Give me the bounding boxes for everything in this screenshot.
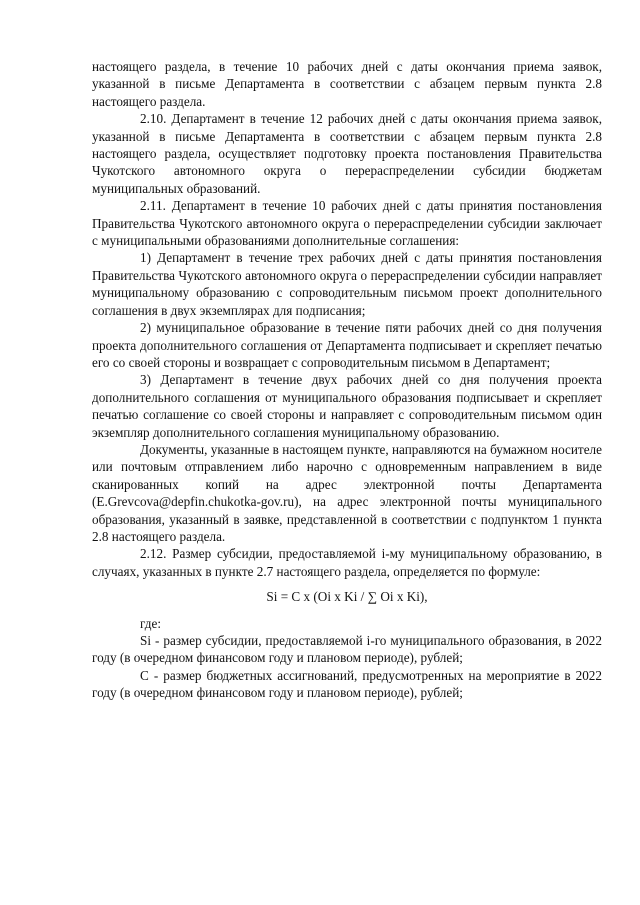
subsidy-formula: Si = C x (Oi x Ki / ∑ Oi x Ki),: [266, 589, 428, 605]
paragraph-2-11: 2.11. Департамент в течение 10 рабочих дней с даты принятия постановления Правительства Чукотского автономного округа о перераспределении субсидии заключает с муниципальными образованиями дополнительные соглашения:: [92, 198, 602, 249]
subitem-1: 1) Департамент в течение трех рабочих дней с даты принятия постановления Правительства Чукотского автономного округа о перераспределении субсидии направляет муниципальному образованию с сопроводительным письмом проект дополнительного соглашения в двух экземплярах для подписания;: [92, 250, 602, 318]
paragraph-documents: Документы, указанные в настоящем пункте, направляются на бумажном носителе или почтовым отправлением либо нарочно с одновременным направлением в виде сканированных копий на адрес электронной почты Департамента (E.Grevcova@depfin.chukotka-gov.ru), на адрес электронной почты муниципального образования, указанный в заявке, представленной в соответствии с подпунктом 1 пункта 2.8 настоящего раздела.: [92, 441, 602, 544]
formula-where: где:: [140, 615, 161, 631]
subitem-3: 3) Департамент в течение двух рабочих дней со дня получения проекта дополнительного соглашения от муниципального образования подписывает и скрепляет печатью соглашение со своей стороны и направляет с сопроводительным письмом один экземпляр дополнительного соглашения муниципальному образованию.: [92, 372, 602, 440]
paragraph-2-12: 2.12. Размер субсидии, предоставляемой i-му муниципальному образованию, в случаях, указанных в пункте 2.7 настоящего раздела, определяется по формуле:: [92, 546, 602, 579]
definition-c: C - размер бюджетных ассигнований, предусмотренных на мероприятие в 2022 году (в очередном финансовом году и плановом периоде), рублей;: [92, 667, 602, 701]
subitem-2: 2) муниципальное образование в течение пяти рабочих дней со дня получения проекта дополнительного соглашения от Департамента подписывает и скрепляет печатью его со своей стороны и возвращает с сопроводительным письмом в Департамент;: [92, 320, 602, 370]
paragraph-continuation: настоящего раздела, в течение 10 рабочих дней с даты окончания приема заявок, указанной в письме Департамента в соответствии с абзацем первым пункта 2.8 настоящего раздела.: [92, 59, 602, 109]
paragraph-2-10: 2.10. Департамент в течение 12 рабочих дней с даты окончания приема заявок, указанной в письме Департамента в соответствии с абзацем первым пункта 2.8 настоящего раздела, осуществляет подготовку проекта постановления Правительства Чукотского автономного округа о перераспределении субсидии бюджетам муниципальных образований.: [92, 111, 602, 196]
definition-si: Si - размер субсидии, предоставляемой i-го муниципального образования, в 2022 году (в очередном финансовом году и плановом периоде), рублей;: [92, 633, 602, 666]
